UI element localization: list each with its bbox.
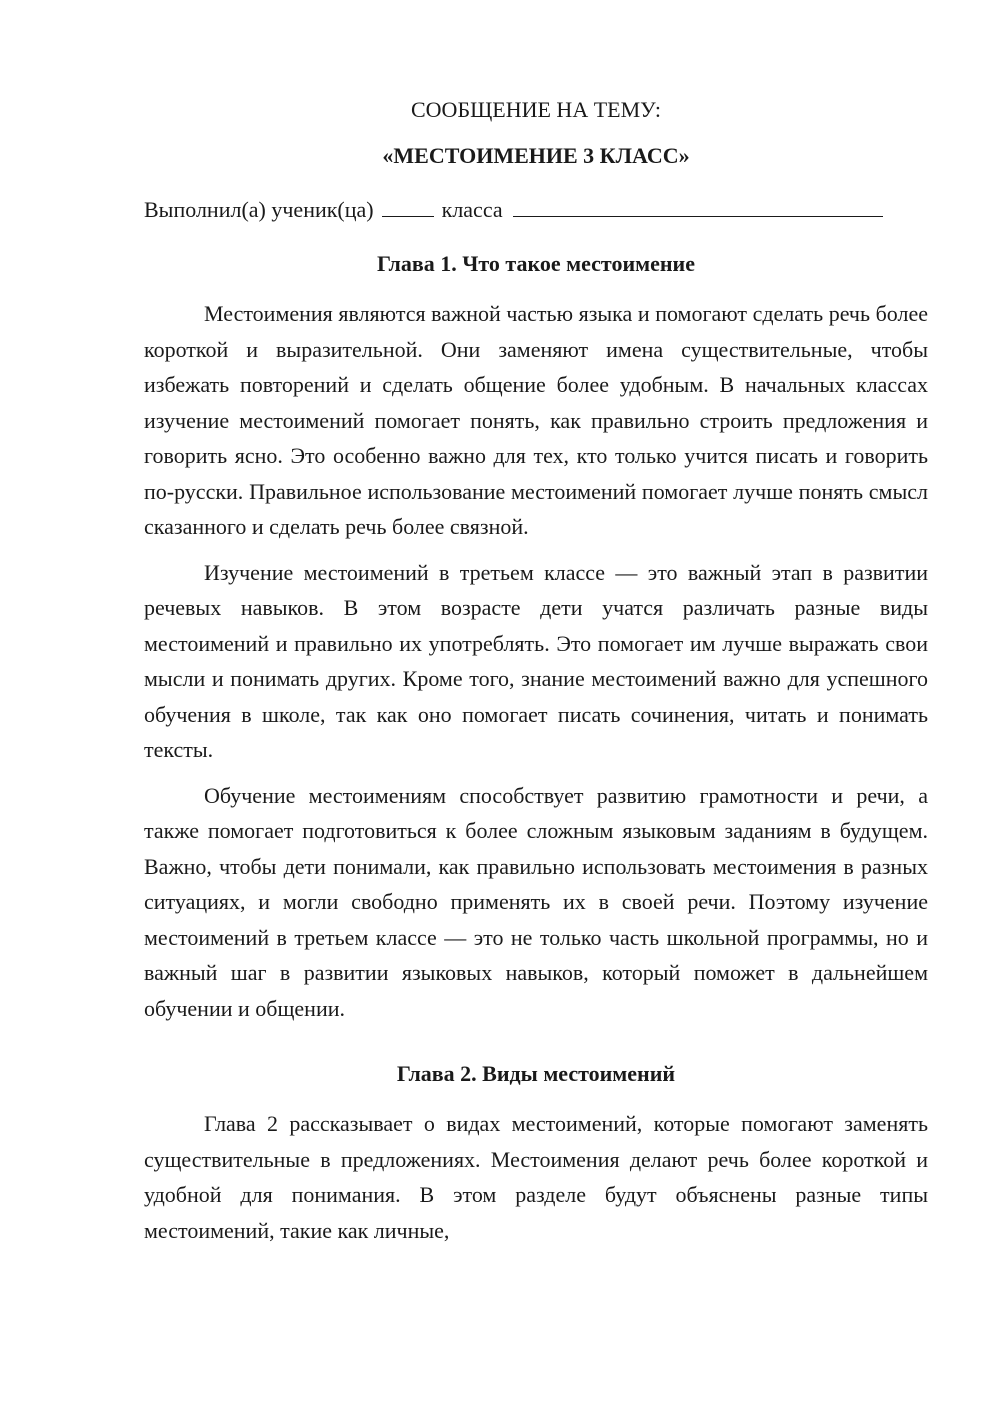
title-line-1: СООБЩЕНИЕ НА ТЕМУ: xyxy=(411,97,661,122)
chapter-1-paragraph xyxy=(144,296,928,545)
chapter-1-paragraph xyxy=(144,778,928,1027)
document-content xyxy=(144,92,928,1248)
chapter-2-paragraph xyxy=(144,1106,928,1248)
student-class-label: класса xyxy=(441,197,503,222)
paragraph-text: Изучение местоимений в третьем классе — это важный этап в развитии речевых навыков. В этом возрасте дети учатся различать разные виды местоимений и правильно их употреблять. Это помогает им лучше выражать свои мысли и понимать других. Кроме того, знание местоимений важно для успешного обучения в школе, так как оно помогает писать сочинения, читать и понимать тексты. xyxy=(144,559,928,762)
class-number-blank xyxy=(382,196,434,217)
class-name-blank xyxy=(513,196,883,217)
chapter-1-paragraph xyxy=(144,555,928,768)
chapter-1-heading: Глава 1. Что такое местоимение xyxy=(377,251,695,276)
student-prefix: Выполнил(а) ученик(ца) xyxy=(144,197,374,222)
paragraph-text: Глава 2 рассказывает о видах местоимений, которые помогают заменять существительные в предложениях. Местоимения делают речь более короткой и удобной для понимания. В этом разделе будут объяснены разные типы местоимений, такие как личные, xyxy=(144,1111,928,1243)
student-info-line xyxy=(144,192,928,228)
chapter-2-heading: Глава 2. Виды местоимений xyxy=(396,1061,676,1086)
paragraph-text: Местоимения являются важной частью языка и помогают сделать речь более короткой и выразительной. Они заменяют имена существительные, чтобы избежать повторений и сделать общение более удобным. В начальных классах изучение местоимений помогает понять, как правильно строить предложения и говорить ясно. Это особенно важно для тех, кто только учится писать и говорить по-русски. Правильное использование местоимений помогает лучше понять смысл сказанного и сделать речь более связной. xyxy=(144,301,928,539)
title-line-2: «МЕСТОИМЕНИЕ 3 КЛАСС» xyxy=(382,143,690,168)
paragraph-text: Обучение местоимениям способствует развитию грамотности и речи, а также помогает подготовиться к более сложным языковым заданиям в будущем. Важно, чтобы дети понимали, как правильно использовать местоимения в разных ситуациях, и могли свободно применять их в своей речи. Поэтому изучение местоимений в третьем классе — это не только часть школьной программы, но и важный шаг в развитии языковых навыков, который поможет в дальнейшем обучении и общении. xyxy=(144,782,928,1021)
